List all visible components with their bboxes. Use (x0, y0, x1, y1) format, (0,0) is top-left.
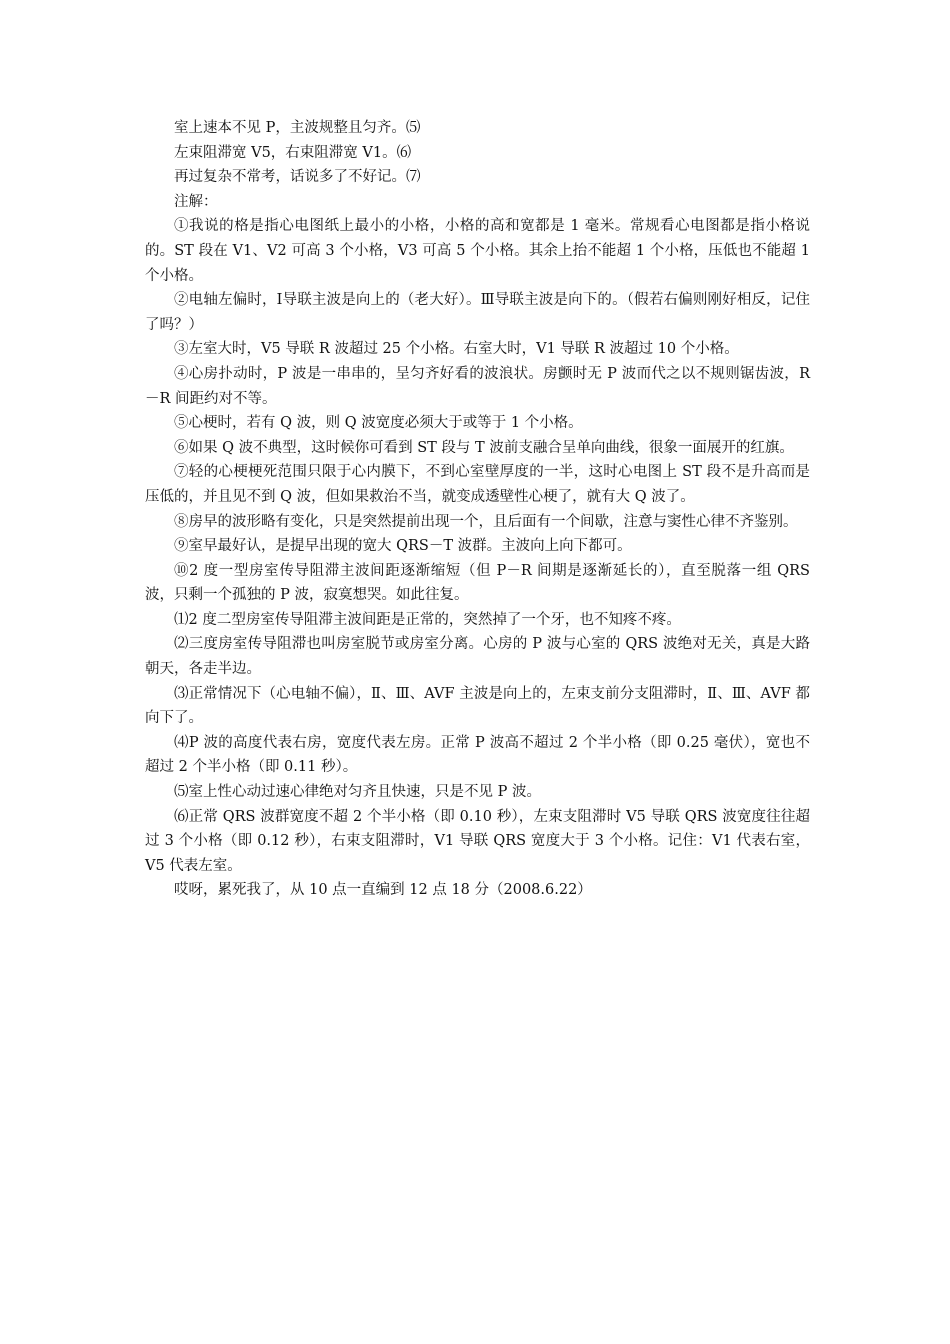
note-item: ⑵三度房室传导阻滞也叫房室脱节或房室分离。心房的 P 波与心室的 QRS 波绝对无关，真是大路朝天，各走半边。 (145, 636, 810, 678)
note-item: ⑦轻的心梗梗死范围只限于心内膜下，不到心室壁厚度的一半，这时心电图上 ST 段不是升高而是压低的，并且见不到 Q 波，但如果救治不当，就变成透壁性心梗了，就有大 Q 波了。 (145, 464, 810, 505)
note-item: ⑴2 度二型房室传导阻滞主波间距是正常的，突然掉了一个牙，也不知疼不疼。 (174, 611, 681, 628)
paragraph: 左束阻滞宽 V5，右束阻滞宽 V1。⑹ (174, 144, 412, 161)
note-item: ③左室大时，V5 导联 R 波超过 25 个小格。右室大时，V1 导联 R 波超过 10 个小格。 (174, 341, 739, 358)
notes-heading: 注解： (174, 193, 218, 210)
document-body (145, 116, 810, 903)
note-item: ⑸室上性心动过速心律绝对匀齐且快速，只是不见 P 波。 (174, 784, 541, 801)
paragraph: 再过复杂不常考，话说多了不好记。⑺ (174, 169, 421, 186)
note-item: ⑥如果 Q 波不典型，这时候你可看到 ST 段与 T 波前支融合呈单向曲线，很象一面展开的红旗。 (174, 439, 794, 456)
note-item: ⑧房早的波形略有变化，只是突然提前出现一个，且后面有一个间歇，注意与窦性心律不齐鉴别。 (174, 513, 798, 530)
note-item: ②电轴左偏时，Ⅰ导联主波是向上的（老大好）。Ⅲ导联主波是向下的。（假若右偏则刚好相反，记住了吗？） (145, 292, 810, 333)
paragraph: 室上速本不见 P，主波规整且匀齐。⑸ (174, 120, 421, 136)
note-item: ⑩2 度一型房室传导阻滞主波间距逐渐缩短（但 P－R 间期是逐渐延长的），直至脱落一组 QRS 波，只剩一个孤独的 P 波，寂寞想哭。如此往复。 (145, 562, 810, 604)
note-item: ⑤心梗时，若有 Q 波，则 Q 波宽度必须大于或等于 1 个小格。 (174, 415, 583, 432)
note-item: ⑷P 波的高度代表右房，宽度代表左房。正常 P 波高不超过 2 个半小格（即 0.25 毫伏），宽也不超过 2 个半小格（即 0.11 秒）。 (145, 734, 810, 776)
closing-line: 哎呀，累死我了，从 10 点一直编到 12 点 18 分（2008.6.22） (174, 882, 592, 899)
note-item: ⑹正常 QRS 波群宽度不超 2 个半小格（即 0.10 秒），左束支阻滞时 V5 导联 QRS 波宽度往往超过 3 个小格（即 0.12 秒），右束支阻滞时，V1 导联 QRS 宽度大于 3 个小格。记住：V1 代表右室，V5 代表左室。 (145, 808, 810, 874)
note-item: ④心房扑动时，P 波是一串串的，呈匀齐好看的波浪状。房颤时无 P 波而代之以不规则锯齿波，R－R 间距约对不等。 (145, 365, 810, 407)
note-item: ⑨室早最好认，是提早出现的宽大 QRS－T 波群。主波向上向下都可。 (174, 538, 632, 555)
note-item: ⑶正常情况下（心电轴不偏），Ⅱ、Ⅲ、AVF 主波是向上的，左束支前分支阻滞时，Ⅱ、Ⅲ、AVF 都向下了。 (145, 685, 810, 727)
note-item: ①我说的格是指心电图纸上最小的小格，小格的高和宽都是 1 毫米。常规看心电图都是指小格说的。ST 段在 V1、V2 可高 3 个小格，V3 可高 5 个小格。其余上抬不能超 1 个小格，压低也不能超 1 个小格。 (145, 218, 810, 284)
